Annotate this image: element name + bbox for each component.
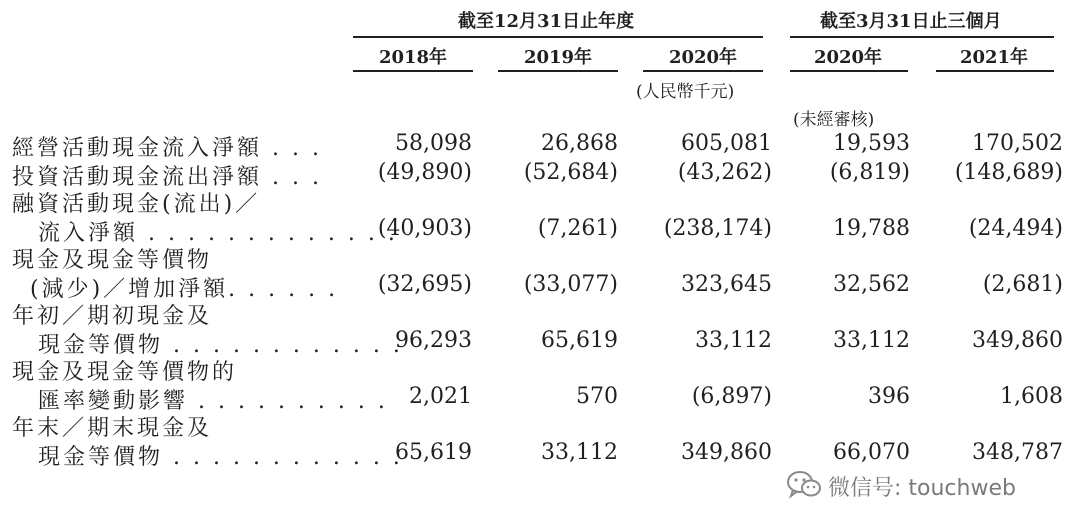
table-cell: 570: [576, 384, 618, 409]
year-rule-q2020: [790, 70, 908, 72]
table-cell: 26,868: [541, 131, 618, 156]
year-rule-q2021: [936, 70, 1054, 72]
table-cell: (2,681): [982, 272, 1063, 297]
table-cell: 170,502: [972, 131, 1063, 156]
quarter-header-rule: [790, 36, 1054, 38]
table-cell: 2,021: [409, 384, 472, 409]
year-header-2019: 2019年: [523, 47, 593, 68]
row-label-opening-cash-cont: 現金等價物 . . . . . . . . . . . .: [38, 333, 403, 358]
year-header-2020: 2020年: [668, 47, 738, 68]
table-cell: (49,890): [377, 160, 472, 185]
row-label-financing-cont: 流入淨額 . . . . . . . . . . . . .: [38, 221, 398, 246]
row-label-fx-effect: 現金及現金等價物的: [12, 360, 238, 385]
row-label-investing: 投資活動現金流出淨額 . . .: [12, 165, 322, 190]
row-label-closing-cash: 年末／期末現金及: [12, 416, 213, 441]
unaudited-note: (未經審核): [793, 110, 875, 130]
table-cell: 348,787: [972, 440, 1063, 465]
currency-note: (人民幣千元): [636, 82, 735, 102]
table-cell: (40,903): [377, 216, 472, 241]
table-cell: (33,077): [523, 272, 618, 297]
table-cell: (148,689): [954, 160, 1063, 185]
table-cell: (6,897): [691, 384, 772, 409]
table-cell: 33,112: [695, 328, 772, 353]
year-header-2018: 2018年: [378, 47, 448, 68]
table-cell: 65,619: [395, 440, 472, 465]
row-label-financing: 融資活動現金(流出)／: [12, 192, 261, 217]
row-label-operating: 經營活動現金流入淨額 . . .: [12, 136, 322, 161]
table-cell: 33,112: [833, 328, 910, 353]
table-cell: (52,684): [523, 160, 618, 185]
table-cell: 66,070: [833, 440, 910, 465]
year-header-q2021: 2021年: [959, 47, 1029, 68]
table-cell: 33,112: [541, 440, 618, 465]
annual-header-rule: [353, 36, 763, 38]
quarter-period-header: 截至3月31日止三個月: [820, 11, 1002, 32]
table-cell: (238,174): [663, 216, 772, 241]
table-cell: 58,098: [395, 131, 472, 156]
table-cell: 65,619: [541, 328, 618, 353]
year-rule-2018: [353, 70, 473, 72]
table-cell: 349,860: [972, 328, 1063, 353]
row-label-closing-cash-cont: 現金等價物 . . . . . . . . . . . .: [38, 445, 403, 470]
year-header-q2020: 2020年: [813, 47, 883, 68]
table-cell: 96,293: [395, 328, 472, 353]
table-cell: 323,645: [681, 272, 772, 297]
table-cell: (7,261): [537, 216, 618, 241]
table-cell: 19,788: [833, 216, 910, 241]
table-cell: (32,695): [377, 272, 472, 297]
row-label-net-change-cont: (減少)／增加淨額. . . . . .: [30, 277, 339, 302]
watermark-text: 微信号: touchweb: [828, 476, 1016, 501]
row-label-fx-effect-cont: 匯率變動影響 . . . . . . . . . .: [38, 389, 388, 414]
annual-period-header: 截至12月31日止年度: [458, 11, 635, 32]
year-rule-2019: [498, 70, 618, 72]
year-rule-2020: [643, 70, 763, 72]
table-cell: 396: [868, 384, 910, 409]
table-cell: 1,608: [1000, 384, 1063, 409]
wechat-icon: [786, 470, 822, 500]
table-cell: 349,860: [681, 440, 772, 465]
table-cell: (24,494): [968, 216, 1063, 241]
table-cell: (43,262): [677, 160, 772, 185]
table-cell: 19,593: [833, 131, 910, 156]
table-cell: (6,819): [829, 160, 910, 185]
table-cell: 32,562: [833, 272, 910, 297]
table-cell: 605,081: [681, 131, 772, 156]
row-label-net-change: 現金及現金等價物: [12, 248, 213, 273]
row-label-opening-cash: 年初／期初現金及: [12, 304, 213, 329]
